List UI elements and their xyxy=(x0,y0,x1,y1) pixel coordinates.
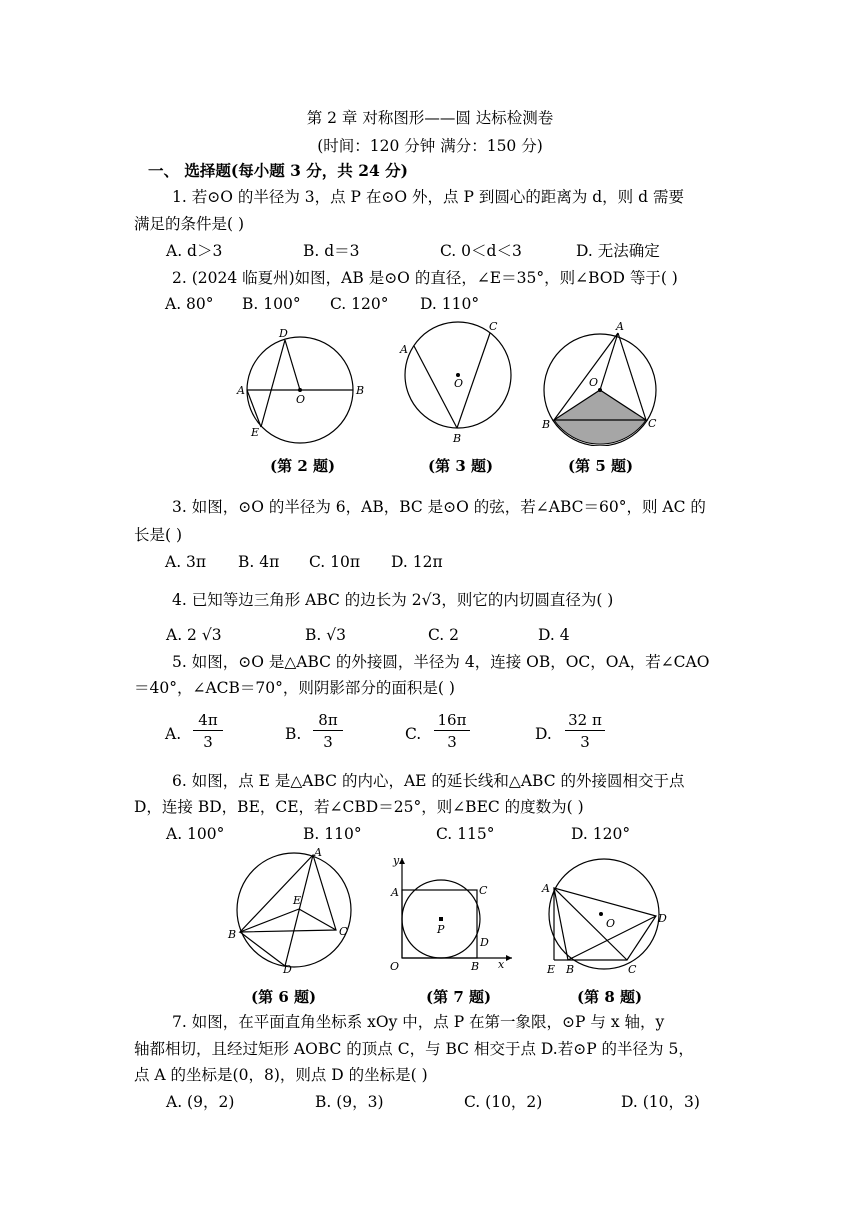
q7-option-b: B. (9，3) xyxy=(315,1093,384,1111)
section-heading: 一、 选择题(每小题 3 分，共 24 分) xyxy=(148,161,409,180)
q4-line1: 4. 已知等边三角形 ABC 的边长为 2√3，则它的内切圆直径为( ) xyxy=(172,591,614,609)
q7-option-a: A. (9，2) xyxy=(166,1093,235,1111)
f8-label-b: B xyxy=(566,963,575,976)
f5-label-o: O xyxy=(589,376,599,389)
figure-q3 xyxy=(394,318,524,446)
f2-label-a: A xyxy=(237,384,245,397)
f7-label-x: x xyxy=(498,958,505,971)
q1-option-b: B. d＝3 xyxy=(303,242,360,260)
f5-label-b: B xyxy=(542,418,551,431)
f8-label-d: D xyxy=(658,912,667,925)
q5-line2: ＝40°，∠ACB＝70°，则阴影部分的面积是( ) xyxy=(134,679,455,697)
q4-option-b: B. √3 xyxy=(305,626,346,644)
figure-q6-caption: (第 6 题) xyxy=(251,988,317,1006)
q1-option-a: A. d＞3 xyxy=(166,242,223,260)
q1-line1: 1. 若⊙O 的半径为 3，点 P 在⊙O 外，点 P 到圆心的距离为 d，则 d 需要 xyxy=(172,188,684,206)
q2-option-b: B. 100° xyxy=(242,295,301,313)
page-title: 第 2 章 对称图形——圆 达标检测卷 xyxy=(306,109,554,127)
f7-label-a: A xyxy=(391,886,399,899)
f8-label-a: A xyxy=(542,882,550,895)
q3-option-b: B. 4π xyxy=(238,553,280,571)
q6-option-d: D. 120° xyxy=(571,825,631,843)
q5-option-a-fraction xyxy=(193,710,223,753)
q5-option-b-letter: B. xyxy=(285,725,302,743)
figure-q5-caption: (第 5 题) xyxy=(568,457,634,475)
q4-option-c: C. 2 xyxy=(428,626,460,644)
q5-option-c-fraction xyxy=(434,710,470,753)
f7-label-y: y xyxy=(393,854,400,867)
q7-line3: 点 A 的坐标是(0，8)，则点 D 的坐标是( ) xyxy=(134,1066,428,1084)
q7-option-c: C. (10，2) xyxy=(464,1093,543,1111)
q4-option-d: D. 4 xyxy=(538,626,570,644)
f7-label-p: P xyxy=(437,923,445,936)
q5-line1: 5. 如图，⊙O 是△ABC 的外接圆，半径为 4，连接 OB，OC，OA，若∠CAO xyxy=(172,653,710,671)
q5-option-c-num: 16π xyxy=(434,710,470,731)
q2-line1: 2. (2024 临夏州)如图，AB 是⊙O 的直径，∠E＝35°，则∠BOD 等于( ) xyxy=(172,269,678,287)
q5-option-a-num: 4π xyxy=(193,710,223,731)
q5-option-b-den: 3 xyxy=(323,733,333,751)
q6-line1: 6. 如图，点 E 是△ABC 的内心，AE 的延长线和△ABC 的外接圆相交于点 xyxy=(172,772,685,790)
f3-label-c: C xyxy=(489,320,498,333)
q5-option-d-den: 3 xyxy=(580,733,590,751)
q4-option-a: A. 2 √3 xyxy=(166,626,222,644)
q1-option-d: D. 无法确定 xyxy=(576,242,660,260)
f7-label-b: B xyxy=(471,960,480,973)
q7-line1: 7. 如图，在平面直角坐标系 xOy 中，点 P 在第一象限，⊙P 与 x 轴，y xyxy=(172,1013,665,1031)
q3-line2: 长是( ) xyxy=(134,526,183,544)
q5-option-a-letter: A. xyxy=(165,725,182,743)
f8-label-c: C xyxy=(628,963,637,976)
q5-option-c-letter: C. xyxy=(405,725,422,743)
f5-label-c: C xyxy=(648,417,657,430)
f6-label-a: A xyxy=(314,846,322,859)
f7-label-d: D xyxy=(480,936,489,949)
f7-label-o: O xyxy=(390,960,400,973)
q3-option-d: D. 12π xyxy=(391,553,443,571)
q5-option-d-fraction xyxy=(565,710,605,753)
q6-option-c: C. 115° xyxy=(436,825,495,843)
q6-option-b: B. 110° xyxy=(303,825,362,843)
f3-label-a: A xyxy=(400,343,408,356)
q5-option-d-letter: D. xyxy=(535,725,552,743)
q1-option-c: C. 0＜d＜3 xyxy=(440,242,522,260)
f6-label-b: B xyxy=(228,928,237,941)
f5-label-a: A xyxy=(616,320,624,333)
f6-label-d: D xyxy=(283,963,292,976)
page-subtitle: (时间：120 分钟 满分：150 分) xyxy=(317,137,543,155)
figure-q3-caption: (第 3 题) xyxy=(428,457,494,475)
f7-label-c: C xyxy=(479,884,488,897)
f2-label-o: O xyxy=(296,393,306,406)
q2-option-c: C. 120° xyxy=(330,295,389,313)
q3-option-c: C. 10π xyxy=(309,553,361,571)
q5-option-d-num: 32 π xyxy=(565,710,605,731)
f2-label-e: E xyxy=(251,426,260,439)
f8-label-e: E xyxy=(547,963,556,976)
figure-q6 xyxy=(224,846,364,976)
q7-option-d: D. (10，3) xyxy=(621,1093,700,1111)
q5-option-c-den: 3 xyxy=(447,733,457,751)
q2-option-d: D. 110° xyxy=(420,295,480,313)
figure-q8-caption: (第 8 题) xyxy=(577,988,643,1006)
q5-option-b-fraction xyxy=(313,710,343,753)
f8-label-o: O xyxy=(606,917,616,930)
q5-option-b-num: 8π xyxy=(313,710,343,731)
figure-q2-caption: (第 2 题) xyxy=(270,457,336,475)
q2-option-a: A. 80° xyxy=(165,295,214,313)
f2-label-d: D xyxy=(279,327,288,340)
figure-q8 xyxy=(538,852,674,976)
q1-line2: 满足的条件是( ) xyxy=(134,215,245,233)
figure-q7 xyxy=(382,852,518,976)
f3-label-o: O xyxy=(454,377,464,390)
q3-option-a: A. 3π xyxy=(165,553,207,571)
q5-option-a-den: 3 xyxy=(203,733,213,751)
q7-line2: 轴都相切，且经过矩形 AOBC 的顶点 C，与 BC 相交于点 D.若⊙P 的半径为 5， xyxy=(134,1040,694,1058)
q6-option-a: A. 100° xyxy=(166,825,225,843)
figure-q5 xyxy=(536,318,666,446)
q3-line1: 3. 如图，⊙O 的半径为 6，AB，BC 是⊙O 的弦，若∠ABC＝60°，则 AC 的 xyxy=(172,498,706,516)
q6-line2: D，连接 BD，BE，CE，若∠CBD＝25°，则∠BEC 的度数为( ) xyxy=(134,798,584,816)
figure-q7-caption: (第 7 题) xyxy=(426,988,492,1006)
f3-label-b: B xyxy=(453,432,462,445)
f6-label-e: E xyxy=(293,894,302,907)
f2-label-b: B xyxy=(356,384,365,397)
figure-q2 xyxy=(234,326,374,448)
f6-label-c: C xyxy=(339,925,348,938)
